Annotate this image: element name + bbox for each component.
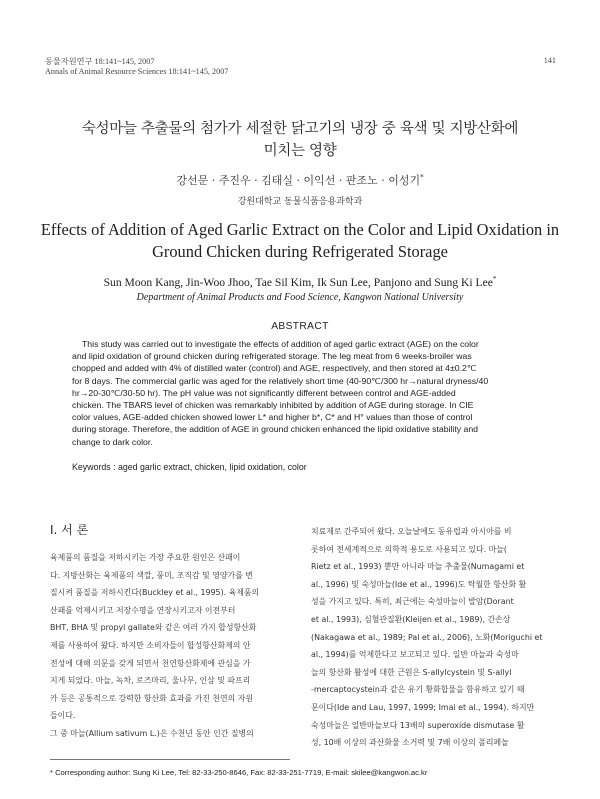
right-column-line: -mercaptocystein과 같은 유기 황화합물을 함유하고 있기 때 <box>311 685 525 695</box>
right-column-line: 롯하여 전세계적으로 의학적 용도로 사용되고 있다. 마늘( <box>311 544 507 554</box>
right-column-line: Rietz et al., 1993) 뿐만 아니라 마늘 추출물(Numagami et <box>311 562 525 572</box>
keywords: Keywords : aged garlic extract, chicken, lipid oxidation, color <box>72 462 307 472</box>
left-column-line: 육제품의 품질을 저하시키는 가장 주요한 원인은 산패이 <box>50 553 241 562</box>
left-column-line: 다. 지방산화는 육제품의 색깔, 풍미, 조직감 및 영양가를 변 <box>50 570 253 580</box>
corresponding-mark-en: * <box>492 275 497 283</box>
journal-header-english: Annals of Animal Resource Sciences 18:141~145, 2007 <box>45 67 229 76</box>
page-number: 141 <box>543 56 556 65</box>
footnote-rule <box>50 759 290 760</box>
english-title-line-2: Ground Chicken during Refrigerated Storage <box>152 242 448 261</box>
left-column-line: 질시켜 품질을 저하시킨다(Buckley et al., 1995). 육제품의 <box>50 588 260 598</box>
right-column-text <box>311 523 552 752</box>
right-column-line: al., 1994)를 억제한다고 보고되고 있다. 일반 마늘과 숙성마 <box>311 650 519 660</box>
right-column-line: 치료제로 간주되어 왔다. 오늘날에도 동유럽과 아시아를 비 <box>311 527 512 536</box>
right-column-line: al., 1996) 및 숙성마늘(Ide et al., 1996)도 탁월한 항산화 활 <box>311 579 527 589</box>
korean-author-names: 강선문 · 주진우 · 김태실 · 이익선 · 판조노 · 이성기 <box>176 174 421 187</box>
korean-title <box>60 118 540 162</box>
english-affiliation: Department of Animal Products and Food Science, Kangwon National University <box>136 292 464 303</box>
left-column-line: 지게 되었다. 마늘, 녹차, 로즈마리, 울나무, 인삼 및 파프리 <box>50 676 251 686</box>
korean-title-line-1: 숙성마늘 추출물의 첨가가 세절한 닭고기의 냉장 중 육색 및 지방산화에 <box>81 121 519 137</box>
left-column-line: 카 등은 공통적으로 강력한 항산화 효과를 가진 천연의 자원 <box>50 693 254 703</box>
right-column-line: 성, 10배 이상의 과산화물 소거력 및 7배 이상의 폴리페놀 <box>311 738 509 748</box>
english-authors <box>50 275 550 289</box>
korean-affiliation: 강원대학교 동물식품응용과학과 <box>237 197 363 207</box>
abstract-body <box>72 338 528 448</box>
english-title-line-1: Effects of Addition of Aged Garlic Extract on the Color and Lipid Oxidation in <box>40 220 560 239</box>
left-column-text <box>50 549 292 743</box>
corresponding-author-footnote: * Corresponding author: Sung Ki Lee, Tel: 82-33-250-8646, Fax: 82-33-251-7719, E-mail: skilee@kangwon.ac.kr <box>50 768 428 777</box>
abstract-line: for 8 days. The commercial garlic was aged for the relatively short time (40-90℃/300 hr→natural dryness/40 <box>72 375 489 386</box>
korean-title-line-2: 미치는 영향 <box>263 143 337 159</box>
corresponding-mark: * <box>420 173 424 182</box>
abstract-line: during storage. Therefore, the addition of AGE in ground chicken enhanced the lipid oxidative stability and <box>72 424 478 435</box>
left-column-line: 들이다. <box>50 711 76 721</box>
right-column-line: 성을 가지고 있다. 특히, 최근에는 숙성마늘이 발암(Dorant <box>311 597 514 607</box>
abstract-heading: ABSTRACT <box>271 321 329 332</box>
korean-authors <box>60 172 540 188</box>
right-column-line: 늘의 항산화 활성에 대한 근원은 S-allylcystein 및 S-allyl <box>311 667 512 677</box>
right-column-line: 숙성마늘은 일반마늘보다 13배의 superoxide dismutase 활 <box>311 720 525 730</box>
english-title <box>38 219 562 263</box>
abstract-line: color values, AGE-added chicken showed lower L* and higher b*, C* and H° values than those of control <box>72 412 473 423</box>
left-column-line: BHT, BHA 및 propyl gallate와 같은 여러 가지 합성항산화 <box>50 623 257 633</box>
right-column-line: (Nakagawa et al., 1989; Pal et al., 2006), 노화(Moriguchi et <box>311 632 543 642</box>
right-column-line: et al., 1993), 심혈관질환(Kleijen et al., 1989), 간손상 <box>311 614 511 624</box>
journal-header-korean: 동물자원연구 18:141~145, 2007 <box>45 57 155 66</box>
left-column-line: 그 중 마늘(Allium sativum L.)은 수천년 동안 인간 질병의 <box>50 728 254 738</box>
section-heading-introduction: Ⅰ. 서 론 <box>50 523 89 537</box>
abstract-line: chicken. The TBARS level of chicken was remarkably inhibited by addition of AGE during storage. In CIE <box>72 400 474 411</box>
left-column-line: 산패를 억제시키고 저장수명을 연장시키고자 이전부터 <box>50 605 236 615</box>
abstract-line: change to dark color. <box>72 436 153 447</box>
abstract-line: hr→20-30℃/30-50 hr). The pH value was not significantly different between control and AGE-added <box>72 387 456 398</box>
abstract-line: This study was carried out to investigate the effects of addition of aged garlic extract (AGE) on the color <box>82 339 479 349</box>
abstract-line: chopped and added with 4% of distilled water (control) and AGE, respectively, and then stored at 4±0.2℃ <box>72 363 477 374</box>
left-column-line: 전성에 대해 의문을 갖게 되면서 천연항산화제에 관심을 가 <box>50 658 251 668</box>
abstract-line: and lipid oxidation of ground chicken during refrigerated storage. The leg meat from 6 weeks-broiler was <box>72 351 472 362</box>
right-column-line: 문이다(Ide and Lau, 1997, 1999; Imai et al., 1994). 하지만 <box>311 702 535 712</box>
english-author-names: Sun Moon Kang, Jin-Woo Jhoo, Tae Sil Kim, Ik Sun Lee, Panjono and Sung Ki Lee <box>103 275 493 289</box>
left-column-line: 제를 사용하여 왔다. 하지만 소비자들이 합성항산화제의 안 <box>50 640 251 650</box>
